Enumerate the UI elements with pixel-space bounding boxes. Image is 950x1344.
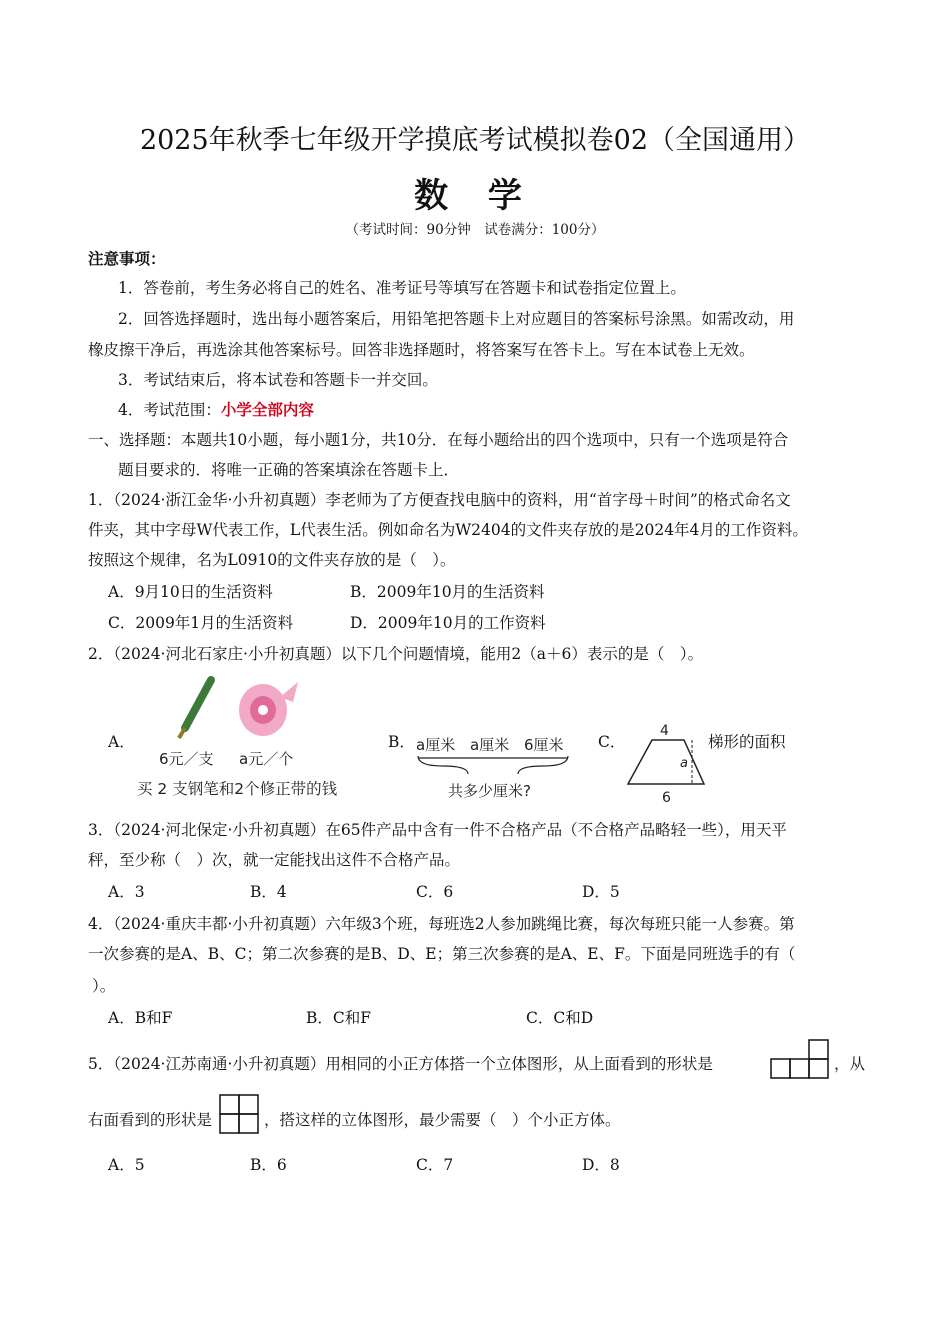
q2-option-c-figure[interactable] <box>622 722 712 806</box>
q3-option-b[interactable]: B．4 <box>250 883 287 901</box>
q1-line2: 件夹，其中字母W代表工作，L代表生活。例如命名为W2404的文件夹存放的是2024年4月的工作资料。 <box>88 521 808 539</box>
q5-line1-end: ，从 <box>834 1055 866 1073</box>
q1-option-d[interactable]: D．2009年10月的工作资料 <box>350 614 546 632</box>
q1-option-a[interactable]: A．9月10日的生活资料 <box>108 583 273 601</box>
q5-right-view-figure <box>218 1093 262 1135</box>
page-title: 2025年秋季七年级开学摸底考试模拟卷02（全国通用） <box>139 125 811 156</box>
notice-item-1: 1．答卷前，考生务必将自己的姓名、准考证号等填写在答题卡和试卷指定位置上。 <box>118 279 686 297</box>
segment-3-label: 6厘米 <box>524 736 564 754</box>
trapezoid-height: a <box>680 756 688 771</box>
q3-line1: 3．（2024·河北保定·小升初真题）在65件产品中含有一件不合格产品（不合格产品略轻一些），用天平 <box>88 821 787 839</box>
q5-line1: 5．（2024·江苏南通·小升初真题）用相同的小正方体搭一个立体图形，从上面看到的形状是 <box>88 1055 713 1073</box>
q4-line2: 一次参赛的是A、B、C；第二次参赛的是B、D、E；第三次参赛的是A、E、F。下面是同班选手的有（ <box>88 945 796 963</box>
option-a-caption: 买 2 支钢笔和2个修正带的钱 <box>137 780 338 798</box>
trapezoid-bottom: 6 <box>662 790 671 806</box>
section1-line1: 一、选择题：本题共10小题，每小题1分，共10分．在每小题给出的四个选项中，只有一个选项是符合 <box>88 431 789 449</box>
q3-option-c[interactable]: C．6 <box>416 883 454 901</box>
q4-option-a[interactable]: A．B和F <box>108 1009 173 1027</box>
section1-line2: 题目要求的．将唯一正确的答案填涂在答题卡上． <box>118 461 460 479</box>
q5-top-view-figure <box>770 1038 832 1080</box>
q1-line3: 按照这个规律，名为L0910的文件夹存放的是（ ）。 <box>88 551 456 569</box>
q5-line2: 右面看到的形状是 <box>88 1111 213 1129</box>
notice-item-2-cont: 橡皮擦干净后，再选涂其他答案标号。回答非选择题时，将答案写在答卡上。写在本试卷上无效。 <box>88 341 755 359</box>
segment-1-label: a厘米 <box>416 736 456 754</box>
q2-option-b-label[interactable]: B． <box>388 733 415 751</box>
q5-option-d[interactable]: D．8 <box>582 1156 620 1174</box>
notice-item-2: 2．回答选择题时，选出每小题答案后，用铅笔把答题卡上对应题目的答案标号涂黑。如需改动，用 <box>118 310 795 328</box>
q5-option-c[interactable]: C．7 <box>416 1156 454 1174</box>
scope-value: 小学全部内容 <box>220 401 314 419</box>
q4-option-c[interactable]: C．C和D <box>526 1009 594 1027</box>
q1-line1: 1．（2024·浙江金华·小升初真题）李老师为了方便查找电脑中的资料，用“首字母＋时间”的格式命名文 <box>88 491 791 509</box>
correction-tape-icon <box>239 682 298 736</box>
q4-option-b[interactable]: B．C和F <box>306 1009 372 1027</box>
q3-line2: 秤，至少称（ ）次，就一定能找出这件不合格产品。 <box>88 851 461 869</box>
notice-heading: 注意事项： <box>88 250 166 268</box>
q5-line2-end: ，搭这样的立体图形，最少需要（ ）个小正方体。 <box>264 1111 621 1129</box>
q1-option-b[interactable]: B．2009年10月的生活资料 <box>350 583 545 601</box>
subject-heading: 数 学 <box>414 176 536 216</box>
pen-icon <box>179 680 211 738</box>
q2-option-c-label[interactable]: C． <box>598 733 626 751</box>
option-c-caption: 梯形的面积 <box>708 733 786 751</box>
notice-item-4 <box>118 398 314 420</box>
tape-price: a元／个 <box>239 750 294 768</box>
pen-price: 6元／支 <box>159 750 214 768</box>
q5-option-a[interactable]: A．5 <box>108 1156 145 1174</box>
q5-option-b[interactable]: B．6 <box>250 1156 287 1174</box>
q3-option-a[interactable]: A．3 <box>108 883 145 901</box>
exam-info: （考试时间：90分钟 试卷满分：100分） <box>345 222 605 238</box>
q3-option-d[interactable]: D．5 <box>582 883 620 901</box>
q2-stem: 2．（2024·河北石家庄·小升初真题）以下几个问题情境，能用2（a＋6）表示的是（ ）。 <box>88 645 704 663</box>
option-b-caption: 共多少厘米? <box>448 782 531 800</box>
notice-item-3: 3．考试结束后，将本试卷和答题卡一并交回。 <box>118 371 438 389</box>
q4-line1: 4．（2024·重庆丰都·小升初真题）六年级3个班，每班选2人参加跳绳比赛，每次每班只能一人参赛。第 <box>88 915 795 933</box>
trapezoid-shape <box>628 740 704 784</box>
q2-option-a-label[interactable]: A． <box>108 733 135 751</box>
q4-line3: ）。 <box>92 977 116 995</box>
segment-2-label: a厘米 <box>470 736 510 754</box>
q2-option-b-figure[interactable] <box>408 730 578 804</box>
scope-label: 4．考试范围： <box>118 401 221 419</box>
q2-option-a-figure[interactable] <box>135 672 375 804</box>
q1-option-c[interactable]: C．2009年1月的生活资料 <box>108 614 294 632</box>
trapezoid-top: 4 <box>660 723 669 739</box>
